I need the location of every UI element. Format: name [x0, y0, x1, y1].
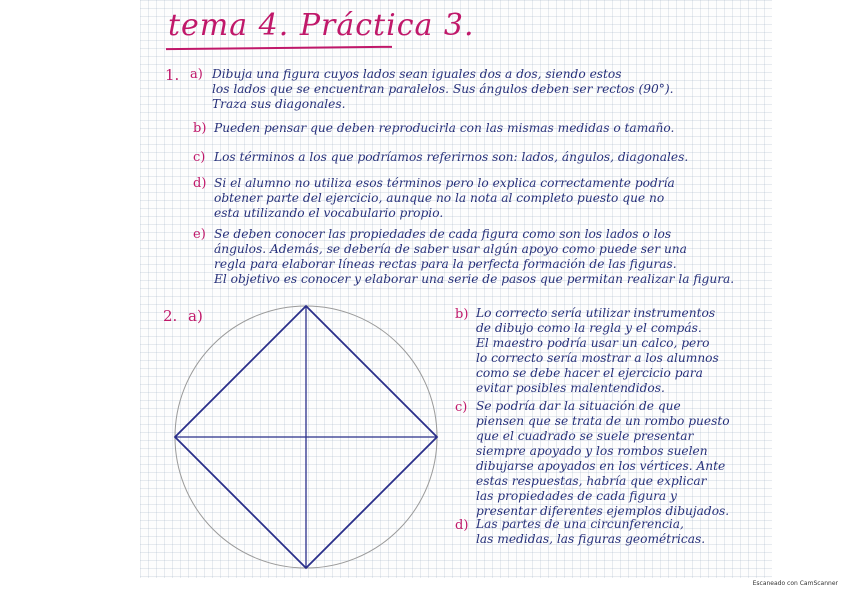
page-title: tema 4. Práctica 3. — [168, 8, 475, 43]
scanner-watermark: Escaneado con CamScanner — [752, 580, 838, 587]
q2-b-label: b) — [455, 307, 469, 322]
exercise-2-number: 2. — [163, 307, 178, 325]
q1-b-label: b) — [193, 121, 207, 136]
q1-e-text: Se deben conocer las propiedades de cada figura como son los lados o los ángulos. Además, se debería de saber usar algún apoyo como puede ser una regla para elaborar líneas rectas para la perfecta formación de las figuras. El objetivo es conocer y elaborar una serie de pasos que permitan realizar la figura. — [214, 227, 735, 286]
q2-c-label: c) — [455, 400, 468, 415]
q1-a-text: Dibuja una figura cuyos lados sean iguales dos a dos, siendo estos los lados que se encuentran paralelos. Sus ángulos deben ser rectos (90°). Traza sus diagonales. — [212, 67, 674, 111]
square-in-circle-figure — [160, 300, 450, 580]
q1-a-label: a) — [190, 67, 203, 82]
q1-e-label: e) — [193, 227, 206, 242]
exercise-1-number: 1. — [165, 66, 180, 84]
q2-a-label: a) — [188, 307, 203, 325]
q1-b-text: Pueden pensar que deben reproducirla con las mismas medidas o tamaño. — [214, 121, 675, 135]
q1-d-text: Si el alumno no utiliza esos términos pero lo explica correctamente podría obtener parte del ejercicio, aunque no la nota al completo puesto que no esta utilizando el vocabulario propio. — [214, 176, 675, 220]
q2-d-label: d) — [455, 518, 469, 533]
q2-c-text: Se podría dar la situación de que piensen que se trata de un rombo puesto que el cuadrado se suele presentar siempre apoyado y los rombos suelen dibujarse apoyados en los vértices. Ante estas respuestas, habría que explicar las propiedades de cada figura y presentar diferentes ejemplos dibujados. — [476, 399, 730, 518]
q1-d-label: d) — [193, 176, 207, 191]
q2-b-text: Lo correcto sería utilizar instrumentos de dibujo como la regla y el compás. El maestro podría usar un calco, pero lo correcto sería mostrar a los alumnos como se debe hacer el ejercicio para evitar posibles malentendidos. — [476, 306, 719, 395]
q1-c-label: c) — [193, 150, 206, 165]
q2-d-text: Las partes de una circunferencia, las medidas, las figuras geométricas. — [476, 517, 706, 546]
q1-c-text: Los términos a los que podríamos referirnos son: lados, ángulos, diagonales. — [214, 150, 689, 164]
